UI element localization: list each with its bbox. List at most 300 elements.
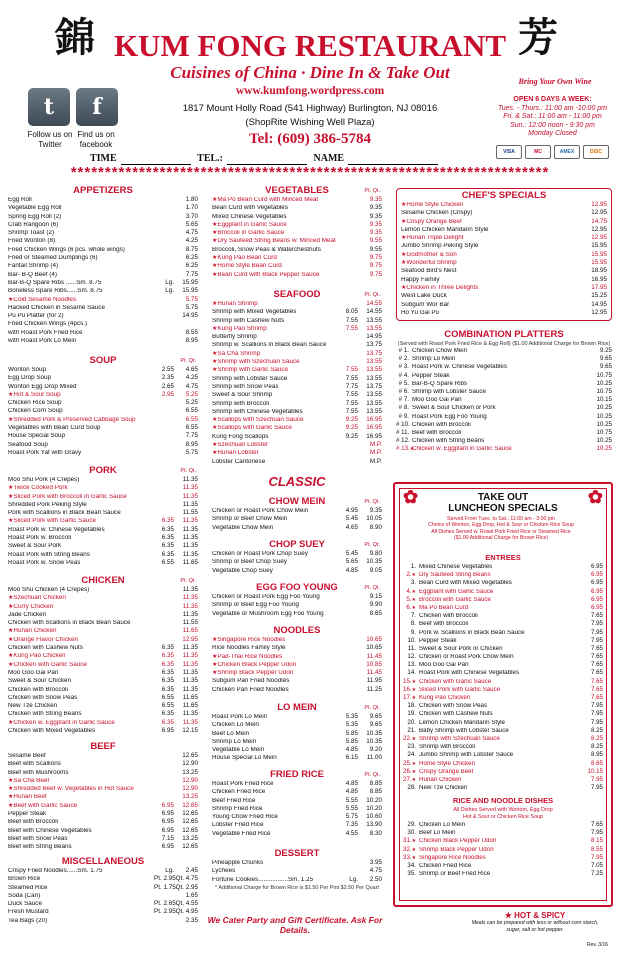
menu-item xyxy=(212,197,382,205)
menu-item-price-large: 10.85 xyxy=(366,660,382,668)
combo-price: 10.25 xyxy=(596,379,612,387)
combo-price: 10.75 xyxy=(596,371,612,379)
menu-item xyxy=(212,459,382,467)
menu-item-name: Egg Roll xyxy=(8,197,32,203)
menu-item-price-small: 9.25 xyxy=(345,416,358,424)
menu-item xyxy=(8,238,198,246)
menu-item-price-large: 10.60 xyxy=(366,813,382,821)
menu-item-price-small: 6.95 xyxy=(161,843,174,851)
luncheon-price: 7.95 xyxy=(590,702,603,710)
menu-item-price-large: 13.55 xyxy=(366,399,382,407)
menu-item-price-large: 5.25 xyxy=(185,399,198,407)
menu-item-name: Egg Drop Soup xyxy=(8,375,52,382)
menu-item-price-small xyxy=(154,305,174,313)
menu-item-name: ★ Sa Cha Beef xyxy=(8,778,154,786)
dessert-title: DESSERT xyxy=(274,848,320,859)
luncheon-price: 8.55 xyxy=(590,845,603,853)
combo-number: # 2. xyxy=(398,355,409,363)
menu-item-price-large: 9.05 xyxy=(369,566,382,574)
menu-item-name: ★ Curry Chicken xyxy=(8,604,154,612)
menu-item xyxy=(8,392,198,400)
pt-qt-label: Pt. Qt. xyxy=(180,578,196,584)
facebook-icon[interactable]: f xyxy=(76,88,118,126)
menu-item-price-small: 6.35 xyxy=(161,677,174,685)
appetizers-section xyxy=(8,186,198,346)
luncheon-price: 8.95 xyxy=(590,751,603,759)
menu-item-price-small xyxy=(154,330,174,338)
luncheon-name: Pepper Steak xyxy=(419,637,457,644)
menu-item xyxy=(8,197,198,205)
menu-item-name: Seafood Bird's Nest xyxy=(401,268,457,275)
menu-item xyxy=(8,417,198,425)
menu-item-name: ★ Shrimp Black Pepper Udon xyxy=(212,670,338,678)
menu-item-name: ★ Wonderful Shrimp xyxy=(401,260,563,268)
menu-item-name: ★ Pad-Thai Rice Noodles xyxy=(212,654,338,662)
twitter-icon[interactable]: t xyxy=(28,88,70,126)
menu-item-price-large: 11.35 xyxy=(182,594,198,602)
luncheon-item xyxy=(403,871,603,879)
menu-item-price-small: Pt. 1.75 xyxy=(154,883,176,891)
luncheon-name: Chicken with Cashew Nuts xyxy=(419,711,493,718)
menu-item-name: Shrimp Toast (2) xyxy=(8,230,55,237)
menu-item-name: Shrimp w. Scallions in Black Bean Sauce xyxy=(212,342,327,349)
luncheon-item xyxy=(403,670,603,678)
menu-item-name: Sesame Beef xyxy=(8,753,46,759)
combination-platters-section xyxy=(396,330,612,454)
menu-item-price-small xyxy=(154,612,174,620)
menu-item-name: Chicken or Roast Pork Chow Mein xyxy=(212,508,309,514)
combo-price: 10.25 xyxy=(596,404,612,412)
menu-item-price-small xyxy=(154,918,174,926)
phone-number[interactable]: Tel: (609) 386-5784 xyxy=(249,131,371,147)
menu-item-name: New Tze Chicken xyxy=(8,703,58,710)
luncheon-number: 30. xyxy=(407,829,416,837)
menu-item-price-small xyxy=(338,351,358,359)
chowmein-section xyxy=(212,497,382,533)
menu-item-price-large: 11.35 xyxy=(182,677,198,685)
menu-item xyxy=(8,313,198,321)
menu-item-price-large: 12.95 xyxy=(591,209,607,217)
menu-item-price-large: 8.90 xyxy=(369,523,382,531)
combo-price: 10.25 xyxy=(596,412,612,420)
combo-number: # 9. xyxy=(398,412,409,420)
luncheon-number: 8. xyxy=(410,620,416,628)
menu-item xyxy=(212,678,382,686)
misc-section xyxy=(8,857,198,926)
pt-qt-label: Pt. Qt. xyxy=(364,292,380,298)
menu-item xyxy=(401,235,607,243)
address-line1: 1817 Mount Holly Road (541 Highway) Burlington, NJ 08016 xyxy=(182,103,438,114)
time-field[interactable] xyxy=(121,154,191,165)
menu-item-price-large: 6.25 xyxy=(185,262,198,270)
menu-item-name: Sweet & Sour Chicken xyxy=(8,678,71,685)
menu-item-price-large: 2.35 xyxy=(185,916,198,924)
luncheon-number: 9. xyxy=(410,628,416,636)
luncheon-item xyxy=(403,703,603,711)
menu-item-name: ★ Hunan Lobster xyxy=(212,450,338,458)
menu-item xyxy=(212,255,382,263)
menu-item xyxy=(8,247,198,255)
combo-number: # 3. xyxy=(398,363,409,371)
menu-item-price-small: 7.55 xyxy=(345,399,358,407)
menu-item-price-large: 13.55 xyxy=(366,316,382,324)
luncheon-number: 28. xyxy=(407,784,416,792)
menu-item xyxy=(8,263,198,271)
website-link[interactable]: www.kumfong.wordpress.com xyxy=(235,85,385,97)
menu-item-price-small xyxy=(154,786,174,794)
menu-item-name: Lemon Chicken Mandarin Style xyxy=(401,226,489,233)
entrees-list xyxy=(403,564,603,793)
menu-item-price-large: 14.55 xyxy=(366,308,382,316)
menu-item xyxy=(8,844,198,852)
luncheon-name: Chicken with Broccoli xyxy=(419,613,478,620)
menu-item xyxy=(401,202,607,210)
menu-item-price-small: 4.85 xyxy=(345,788,358,796)
menu-item xyxy=(212,272,382,280)
menu-item xyxy=(8,612,198,620)
menu-item-price-small: 5.85 xyxy=(345,737,358,745)
menu-item-name: Pork with Scallions in Black Bean Sauce xyxy=(8,510,121,517)
menu-item-price-small: 6.35 xyxy=(161,542,174,550)
rice-noodle-list xyxy=(403,822,603,879)
menu-item-name: ★ Chicken w. Eggplant in Garlic Sauce xyxy=(8,720,154,728)
menu-item-name: Bar-B-Q Spare Ribs ......Sm. 8.75 xyxy=(8,279,102,286)
menu-item-name: Vegetables with Bean Curd Soup xyxy=(8,425,101,432)
menu-item-price-large: 13.55 xyxy=(366,407,382,415)
combo-item xyxy=(396,422,612,430)
menu-item-price-large: 5.25 xyxy=(185,390,198,398)
menu-item-price-large: 14.95 xyxy=(591,300,607,308)
luncheon-item xyxy=(403,654,603,662)
menu-item-name: ★ Bean Curd with Black Pepper Sauce xyxy=(212,272,338,280)
luncheon-number: 24. xyxy=(407,751,416,759)
luncheon-price: 8.15 xyxy=(590,837,603,845)
menu-item-name: Beef Fried Rice xyxy=(212,797,256,804)
address-line2: (ShopRite Wishing Well Plaza) xyxy=(245,117,375,128)
menu-item xyxy=(8,502,198,510)
menu-item-price-large: 10.65 xyxy=(366,636,382,643)
menu-item-price-large: 8.95 xyxy=(185,440,198,448)
dessert-note: * Additional Charge for Brown Rice is $1.50 Per Pint $2.50 Per Quart xyxy=(215,884,379,891)
menu-item xyxy=(8,728,198,736)
menu-item-name: ★ Twice Cooked Pork xyxy=(8,485,154,493)
menu-item-name: Seafood Soup xyxy=(8,441,48,448)
luncheon-item xyxy=(403,720,603,728)
luncheon-number: 15. ★ xyxy=(403,679,419,687)
menu-item-name: Beef with Scallions xyxy=(8,761,61,768)
menu-item xyxy=(212,334,382,342)
luncheon-price: 6.95 xyxy=(590,579,603,587)
menu-item-name: Shrimp with Cashew Nuts xyxy=(212,317,285,324)
name-field[interactable] xyxy=(348,154,438,165)
tel-field[interactable] xyxy=(227,154,307,165)
menu-item-price-large: 7.75 xyxy=(185,432,198,440)
pt-qt-label: Pt. Qt. xyxy=(180,468,196,474)
menu-item-name: Beef with Chinese Vegetables xyxy=(8,827,92,834)
menu-item-name: Shrimp with Snow Peas xyxy=(212,383,279,390)
menu-item-price-small xyxy=(154,502,174,510)
menu-item-price-small: 6.95 xyxy=(161,801,174,809)
menu-item-price-small xyxy=(338,222,358,230)
menu-item-price-large: 2.50 xyxy=(369,875,382,883)
menu-item xyxy=(212,351,382,359)
combo-item xyxy=(396,389,612,397)
menu-item-price-large: 4.75 xyxy=(369,867,382,875)
takeout-title xyxy=(395,492,611,514)
menu-item-price-large: 13.75 xyxy=(366,382,382,390)
menu-item-price-large: 4.25 xyxy=(185,374,198,382)
menu-item-price-large: 13.55 xyxy=(366,324,382,332)
menu-item-price-small xyxy=(338,611,358,619)
menu-item xyxy=(8,408,198,416)
luncheon-number: 14. xyxy=(407,669,416,677)
combo-number: # 1. xyxy=(398,347,409,354)
menu-item-name: ★ Singapore Rice Noodles xyxy=(212,637,338,645)
menu-item-price-small: 4.85 xyxy=(345,566,358,574)
combo-name: Chicken with String Beans xyxy=(412,438,485,445)
menu-item xyxy=(8,909,198,917)
menu-item-price-large: 4.25 xyxy=(185,237,198,245)
menu-item-name: with Roast Pork Lo Mein xyxy=(8,338,77,345)
luncheon-price: 8.25 xyxy=(590,726,603,734)
menu-item-price-small: 6.35 xyxy=(161,550,174,558)
luncheon-item xyxy=(403,752,603,760)
chopsuey-title: CHOP SUEY xyxy=(269,539,325,550)
menu-item-price-large: 11.65 xyxy=(182,693,198,701)
menu-item-name: Fried Chicken Wings (6 pcs. whole wings) xyxy=(8,246,125,253)
luncheon-number: 12. xyxy=(407,653,416,661)
menu-item xyxy=(401,227,607,235)
menu-item-price-small xyxy=(154,338,174,346)
noodles-title: NOODLES xyxy=(273,625,321,636)
menu-item-price-small: 5.55 xyxy=(345,796,358,804)
luncheon-item xyxy=(403,744,603,752)
menu-item-name: Hacked Chicken in Sesame Sauce xyxy=(8,304,105,311)
luncheon-item xyxy=(403,638,603,646)
menu-item-price-small: 7.55 xyxy=(345,391,358,399)
chopsuey-section xyxy=(212,540,382,576)
takeout-note-line: Choice of Wonton, Egg Drop, Hot & Sour or Chicken Rice Soup xyxy=(428,522,574,529)
menu-item-name: Shrimp Lo Mein xyxy=(212,738,257,745)
menu-item xyxy=(8,330,198,338)
menu-item xyxy=(212,594,382,602)
menu-item xyxy=(8,604,198,612)
menu-item-price-large: 15.95 xyxy=(591,242,607,250)
menu-item-price-small: 2.65 xyxy=(161,382,174,390)
luncheon-item xyxy=(403,613,603,621)
luncheon-number: 29. xyxy=(407,821,416,828)
luncheon-name: Beef with Broccoli xyxy=(419,621,469,628)
menu-item-name: Roast Pork Fried Rice xyxy=(212,781,274,787)
menu-item-price-large: 12.65 xyxy=(182,801,198,809)
luncheon-item xyxy=(403,630,603,638)
menu-item-price-small: 6.95 xyxy=(161,826,174,834)
combo-item xyxy=(396,364,612,372)
menu-item-price-small: Pt. 2.65 xyxy=(154,900,176,908)
menu-item xyxy=(8,786,198,794)
menu-item-name: West Lake Duck xyxy=(401,293,447,300)
menu-item-price-small: 6.55 xyxy=(161,558,174,566)
menu-item-price-small: Lg. xyxy=(165,287,174,295)
combo-price: 10.75 xyxy=(596,428,612,436)
menu-item-price-large: 8.55 xyxy=(185,328,198,336)
menu-item-price-large: 9.35 xyxy=(369,229,382,237)
menu-item-price-small xyxy=(338,637,358,645)
luncheon-name: Hunan Chicken xyxy=(419,776,462,783)
menu-item-name: Broccoli, Snow Peas & Waterchestnuts xyxy=(212,246,321,253)
menu-item-price-small xyxy=(154,222,174,230)
pt-qt-label: Pt. Qt. xyxy=(364,705,380,711)
menu-item-price-large: 11.35 xyxy=(182,644,198,652)
menu-item-price-small xyxy=(154,770,174,778)
combo-name: Chicken w. Eggplant in Garlic Sauce xyxy=(412,446,512,453)
menu-item-price-small xyxy=(154,247,174,255)
menu-item-price-small: 6.35 xyxy=(161,685,174,693)
luncheon-number: 33. ★ xyxy=(403,855,419,863)
menu-item-name: ★ Szechuan Chicken xyxy=(8,595,154,603)
menu-item-price-large: 10.35 xyxy=(366,558,382,566)
menu-item-price-large: 13.25 xyxy=(182,834,198,842)
menu-item-name: ★ Hunan Triple Delight xyxy=(401,235,563,243)
menu-item-price-small xyxy=(154,255,174,263)
menu-item-price-large: 15.95 xyxy=(182,287,198,295)
menu-item-name: ★ Chicken with Garlic Sauce xyxy=(8,662,154,670)
menu-item-name: Beef with String Beans xyxy=(8,844,72,851)
menu-item-price-small: 2.35 xyxy=(161,374,174,382)
menu-item-price-small xyxy=(154,433,174,441)
luncheon-number: 23. xyxy=(407,743,416,751)
menu-item-name: Wonton Soup xyxy=(8,367,47,373)
appetizers-heading xyxy=(8,186,198,197)
menu-item-price-small xyxy=(154,417,174,425)
friedrice-heading xyxy=(212,770,382,781)
combo-price: 9.25 xyxy=(599,347,612,354)
byow-note: Bring Your Own Wine xyxy=(518,77,592,86)
vegetables-section xyxy=(212,186,382,280)
menu-item-price-small xyxy=(154,425,174,433)
menu-item-name: Chicken with Snow Peas xyxy=(8,694,78,701)
menu-item xyxy=(401,210,607,218)
menu-item xyxy=(8,620,198,628)
menu-item-name: Vegetable Chow Mein xyxy=(212,524,274,531)
soup-section xyxy=(8,356,198,458)
luncheon-name: Chicken with Garlic Sauce xyxy=(419,678,492,685)
menu-item-price-large: M.P. xyxy=(369,441,382,449)
menu-item-price-small xyxy=(563,277,583,285)
star-divider: ********************************************************************** xyxy=(70,165,550,180)
chicken-section xyxy=(8,576,198,736)
menu-item-name: Pineapple Chunks xyxy=(212,860,264,866)
menu-item-price-large: 9.80 xyxy=(369,550,382,557)
luncheon-number: 13. xyxy=(407,661,416,669)
menu-item-price-large: 11.65 xyxy=(182,558,198,566)
combo-heading: COMBINATION PLATTERS xyxy=(444,329,564,340)
menu-item-name: Roast Pork w. Broccoli xyxy=(8,535,71,542)
menu-item-name: Moo Goo Gai Pan xyxy=(8,669,59,676)
luncheon-item xyxy=(403,662,603,670)
menu-item-price-small: 8.05 xyxy=(345,308,358,316)
menu-item-name: Jumbo Shrimp Peking Style xyxy=(401,243,479,250)
menu-item-name: Beef with Broccoli xyxy=(8,819,59,826)
menu-item-price-large: 11.65 xyxy=(182,702,198,710)
menu-item xyxy=(212,222,382,230)
menu-item-price-small: 7.55 xyxy=(345,366,358,374)
menu-item-name: Chicken Lo Mein xyxy=(212,722,259,729)
menu-item-price-small xyxy=(563,268,583,276)
menu-item-price-large: 15.95 xyxy=(591,259,607,267)
menu-item-name: Fried Chicken Wings (4pcs.) xyxy=(8,321,88,328)
menu-item-name: ★ Kung Pao Bean Curd xyxy=(212,255,338,263)
menu-item-price-large: 11.45 xyxy=(366,669,382,677)
takeout-note xyxy=(401,516,601,542)
menu-item-name: Chicken or Roast Pork Chop Suey xyxy=(212,551,308,557)
combo-price: 9.65 xyxy=(599,363,612,371)
menu-item-name: Subgum Wor Bar xyxy=(401,301,450,308)
luncheon-price: 6.95 xyxy=(590,563,603,570)
luncheon-price: 7.95 xyxy=(590,710,603,718)
menu-item-price-small xyxy=(338,860,358,868)
menu-item-price-small xyxy=(563,243,583,251)
menu-item-name: Rice Noodles Family Style xyxy=(212,645,286,652)
menu-item-name: ★ Kung Pao Shrimp xyxy=(212,326,338,334)
menu-item-name: Moo Shu Chicken (4 Crepes) xyxy=(8,587,90,593)
combo-name: Chicken Chow Mein xyxy=(412,348,468,354)
menu-item xyxy=(8,230,198,238)
menu-item-price-large: 16.95 xyxy=(591,275,607,283)
menu-item-price-small: 6.55 xyxy=(161,702,174,710)
menu-item-price-large: 11.35 xyxy=(182,668,198,676)
luncheon-item xyxy=(403,847,603,855)
menu-item xyxy=(401,310,607,318)
luncheon-price: 7.65 xyxy=(590,653,603,661)
menu-item-price-small xyxy=(338,230,358,238)
menu-item-name: ★ Hunan Chicken xyxy=(8,628,154,636)
menu-item-price-large: 9.15 xyxy=(369,593,382,600)
luncheon-price: 7.95 xyxy=(590,775,603,783)
menu-item-name: Shrimp or Beef Egg Foo Young xyxy=(212,602,299,609)
menu-item-price-large: 12.65 xyxy=(182,818,198,826)
luncheon-name: Kung Pao Chicken xyxy=(419,695,471,701)
menu-item-name: ★ Eggplant in Garlic Sauce xyxy=(212,222,338,230)
luncheon-item xyxy=(403,838,603,846)
pt-qt-label: Pt. Qt. xyxy=(364,188,380,194)
combo-price: 10.25 xyxy=(596,445,612,453)
luncheon-price: 7.95 xyxy=(590,784,603,792)
luncheon-price: 7.95 xyxy=(590,853,603,861)
menu-item-price-large: 17.95 xyxy=(591,283,607,291)
eggfooyoung-heading xyxy=(212,583,382,594)
menu-item-price-large: 9.55 xyxy=(369,237,382,245)
luncheon-item xyxy=(403,597,603,605)
combo-item xyxy=(396,430,612,438)
menu-item-name: ★ Crispy Orange Beef xyxy=(401,219,563,227)
menu-item-name: Mixed Chinese Vegetables xyxy=(212,213,287,220)
menu-item xyxy=(212,450,382,458)
menu-item-price-small: 4.55 xyxy=(345,829,358,837)
menu-item-price-small: 6.95 xyxy=(161,727,174,735)
chicken-heading xyxy=(8,576,198,587)
seafood-title: SEAFOOD xyxy=(273,289,321,300)
menu-item-price-large: 13.75 xyxy=(366,341,382,349)
combo-price: 9.65 xyxy=(599,355,612,363)
amex-card-icon: AMEX xyxy=(554,145,580,159)
menu-item-name: Fantail Shrimp (4) xyxy=(8,263,59,270)
menu-item-price-small: Pt. 2.95 xyxy=(154,908,176,916)
friedrice-title: FRIED RICE xyxy=(270,769,324,780)
menu-item-price-small: 7.55 xyxy=(345,407,358,415)
luncheon-name: Jumbo Shrimp with Lobster Sauce xyxy=(419,752,514,759)
eggfooyoung-title: EGG FOO YOUNG xyxy=(256,582,338,593)
